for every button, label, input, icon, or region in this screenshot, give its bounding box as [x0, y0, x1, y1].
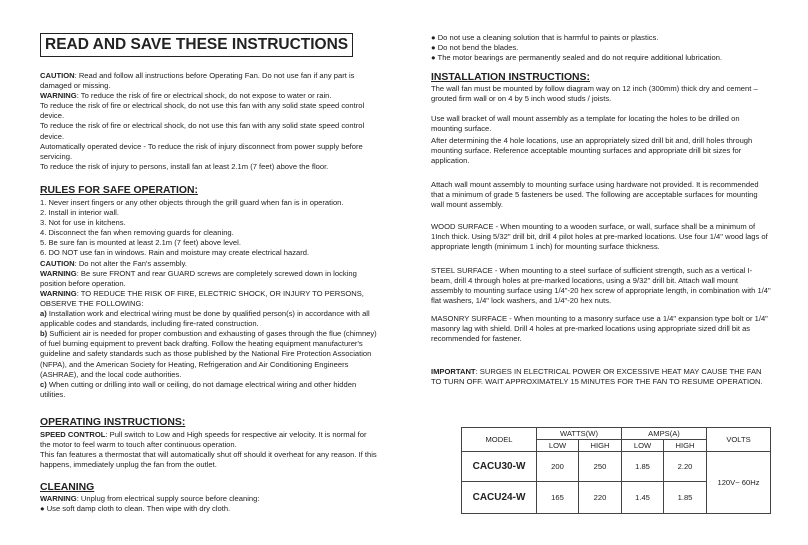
list-item: 2. Install in interior wall. [40, 208, 119, 218]
cleaning-heading: CLEANING [40, 482, 95, 493]
page-title: READ AND SAVE THESE INSTRUCTIONS [40, 33, 353, 57]
caution-text: Automatically operated device - To reduce the risk of injury disconnect from power supply before servicing. [40, 141, 363, 161]
rule-c: c) When cutting or drilling into wall or ceiling, do not damage electrical wiring and other hidden utilities. [40, 379, 357, 399]
rules-warning: WARNING: Be sure FRONT and rear GUARD screws are completely screwed down in locking position before operation. [40, 268, 357, 288]
operating-heading: OPERATING INSTRUCTIONS: [40, 417, 186, 428]
cleaning-continued [431, 33, 771, 63]
operating-block [40, 430, 377, 470]
rules-warning: WARNING: TO REDUCE THE RISK OF FIRE, ELECTRIC SHOCK, OR INJURY TO PERSONS, OBSERVE THE FOLLOWING: [40, 288, 364, 308]
caution-text: To reduce the risk of injury to persons, install fan at least 2.1m (7 feet) above the floor. [40, 161, 329, 171]
header-high: HIGH [664, 440, 707, 452]
thermostat-text: This fan features a thermostat that will automatically shut off should it overheat for any reason. If this happens, immediately unplug the fan from the outlet. [40, 450, 377, 470]
header-low: LOW [537, 440, 579, 452]
header-amps: AMPS(A) [622, 428, 707, 440]
header-low: LOW [622, 440, 664, 452]
cleaning-block [40, 494, 377, 514]
header-model: MODEL [462, 428, 537, 452]
speed-control: SPEED CONTROL: Pull switch to Low and High speeds for respective air velocity. It is normal for the motor to feel warm to touch after continuous operation. [40, 430, 367, 450]
caution-text: To reduce the risk of fire or electrical shock, do not use this fan with any solid state speed control device. [40, 101, 365, 121]
spec-table [461, 427, 771, 514]
list-item: 5. Be sure fan is mounted at least 2.1m (7 feet) above level. [40, 238, 241, 248]
install-p1: The wall fan must be mounted by follow diagram way on 12 inch (300mm) thick dry and cement – grouted firm wall or on 4 by 5 inch wood studs / joists. [431, 84, 758, 104]
list-item: ● The motor bearings are permanently sealed and do not require additional lubrication. [431, 53, 723, 63]
rules-caution: CAUTION: Do not alter the Fan's assembly. [40, 258, 187, 268]
header-watts: WATTS(W) [537, 428, 622, 440]
table-row [462, 452, 771, 482]
caution-text: To reduce the risk of fire or electrical shock, do not use this fan with any solid state speed control device. [40, 121, 365, 141]
list-item: 3. Not for use in kitchens. [40, 218, 126, 228]
rules-heading: RULES FOR SAFE OPERATION: [40, 185, 198, 196]
install-p2: Use wall bracket of wall mount assembly as a template for locating the holes to be drilled on mounting surface. [431, 114, 740, 134]
watts-low-cell: 165 [537, 482, 579, 514]
watts-high-cell: 250 [579, 452, 622, 482]
header-high: HIGH [579, 440, 622, 452]
cleaning-warning: WARNING: Unplug from electrical supply source before cleaning: [40, 494, 260, 503]
model-cell: CACU24-W [462, 482, 537, 514]
install-p3: After determining the 4 hole locations, use an appropriately sized drill bit and, drill holes through mounting surface. Reference acceptable mounting surfaces and appropriate drill bit sizes for application. [431, 136, 753, 166]
list-item: 4. Disconnect the fan when removing guards for cleaning. [40, 228, 234, 238]
watts-high-cell: 220 [579, 482, 622, 514]
installation-heading: INSTALLATION INSTRUCTIONS: [431, 72, 590, 83]
warning-line: WARNING: To reduce the risk of fire or electrical shock, do not expose to water or rain. [40, 91, 332, 101]
amps-high-cell: 2.20 [664, 452, 707, 482]
install-p4: Attach wall mount assembly to mounting surface using hardware not provided. It is recommended that a minimum of grade 5 fasteners be used. The following are acceptable surfaces for mounting wall mount assembly. [431, 180, 759, 210]
list-item: 1. Never insert fingers or any other objects through the grill guard when fan is in operation. [40, 198, 344, 207]
list-item: ● Use soft damp cloth to clean. Then wipe with dry cloth. [40, 504, 231, 514]
header-volts: VOLTS [707, 428, 771, 452]
watts-low-cell: 200 [537, 452, 579, 482]
masonry-surface: MASONRY SURFACE - When mounting to a masonry surface use a 1/4" expansion type bolt or 1/4" masonry lag with shield. Drill 4 holes at pre-marked locations using appropriate sized drill bit as recommended for fastener. [431, 314, 768, 344]
volts-cell: 120V~ 60Hz [707, 452, 771, 514]
wood-surface: WOOD SURFACE - When mounting to a wooden surface, or wall, surface shall be a minimum of 1Inch thick. Using 5/32" drill bit, drill 4 pilot holes at pre-marked locations. Use four 1/4" wood lags of appropriate length (minimum 1 inch) for mounting surface thickness. [431, 222, 768, 252]
important-note: IMPORTANT: SURGES IN ELECTRICAL POWER OR EXCESSIVE HEAT MAY CAUSE THE FAN TO TURN OFF. WAIT APPROXIMATELY 15 MINUTES FOR THE FAN TO RESUME OPERATION. [431, 367, 763, 387]
list-item: ● Do not use a cleaning solution that is harmful to paints or plastics. [431, 33, 659, 42]
list-item: 6. DO NOT use fan in windows. Rain and moisture may create electrical hazard. [40, 248, 310, 258]
rules-block [40, 198, 377, 400]
steel-surface: STEEL SURFACE - When mounting to a steel surface of sufficient strength, such as a vertical I-beam, drill 4 through holes at pre-marked locations, using a 9/32" drill bit. Attach wall mount assembly to mounting surface using 1/4"-20 hex screw of appropriate length, in combination with 1/4" flat washers, 1/4" lock washers, and 1/4"-20 hex nuts. [431, 266, 771, 306]
rule-a: a) Installation work and electrical wiring must be done by qualified person(s) in accordance with all applicable codes and standards, including fire-rated construction. [40, 309, 370, 329]
amps-high-cell: 1.85 [664, 482, 707, 514]
caution-block [40, 71, 377, 172]
caution-line: CAUTION: Read and follow all instructions before Operating Fan. Do not use fan if any part is damaged or missing. [40, 71, 355, 91]
amps-low-cell: 1.45 [622, 482, 664, 514]
rule-b: b) Sufficient air is needed for proper combustion and exhausting of gases through the flue (chimney) of fuel burning equipment to prevent back drafting. Follow the heating equipment manufacturer's guideline and safety standards such as those published by the National Fire Protection Association (NFPA), and the American Society for Heating, Refrigeration and Air Conditioning Engineers (ASHRAE), and the local code authorities. [40, 329, 377, 379]
amps-low-cell: 1.85 [622, 452, 664, 482]
list-item: ● Do not bend the blades. [431, 43, 519, 53]
model-cell: CACU30-W [462, 452, 537, 482]
